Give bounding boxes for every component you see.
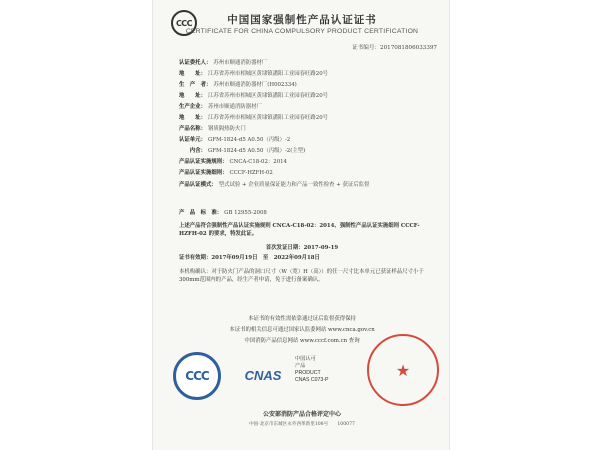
certificate [152,0,450,450]
cnas-line: 中国认可 [295,356,316,362]
field-label: 产品名称： [179,126,206,132]
field-label: 生产企业： [179,104,206,110]
certification-statement: 上述产品符合强制性产品认证实施规则 CNCA-C18-02：2014、强制性产品认证实施细则 CCCF-HZFH-02 的要求，特发此证。 [179,223,420,237]
cert-no-value: 2017081806033397 [380,45,437,51]
first-issue-date: 首次发证日期：2017-09-19 [265,245,339,251]
seal-star-icon: ★ [395,360,411,380]
field-value: 钢质隔热防火门 [207,126,246,132]
field-label: 认证单元： [179,137,206,143]
ccc-mark-icon: CCC [171,10,197,36]
field-row [179,126,246,133]
certificate-title-english: CERTIFICATE FOR CHINA COMPULSORY PRODUCT CERTIFICATION [185,28,419,35]
footer-line: 中国消防产品信息网站 www.cccf.com.cn 查询 [244,338,360,344]
field-label: 产 品 标 准： [179,210,223,216]
official-seal-icon [367,334,439,406]
field-row [179,104,262,111]
ccc-logo-icon: CCC [173,352,221,400]
issuer-address: 中国·北京市东城区永外西革新里108号 100077 [249,422,355,427]
certificate-number [352,43,437,51]
field-value: 苏州市顺通消防器材厂 [213,60,268,66]
field-label: 内含： [179,148,206,154]
field-value: GFM-1824-d5 A0.50（丙级）-2(主型) [207,148,306,154]
field-row [179,137,290,144]
field-value: GFM-1824-d5 A0.50（丙级）-2 [207,137,291,143]
field-row [179,181,429,189]
cnas-line: CNAS C073-P [295,377,329,383]
cnas-line: PRODUCT [295,370,321,376]
field-label: 产品认证实施细则： [179,170,228,176]
field-row [179,93,328,100]
field-row [179,60,267,67]
field-value: 型式试验 + 企业质量保证能力和产品一致性检查 + 获证后监督 [218,182,370,188]
confirmation-note: 本机构确认：对于防火门产品的洞口尺寸（W（宽）H（高））的任一尺寸比本单元已获证样品尺寸小于300mm范围内的产品，经生产者申请，免于进行备案确认。 [179,269,424,283]
cert-no-label: 证书编号： [352,45,381,51]
field-label: 生 产 者： [179,82,212,88]
footer-line: 本证书的相关信息可通过国家认监委网站 www.cnca.gov.cn [229,327,375,333]
issuing-organization: 公安部消防产品合格评定中心 [262,411,341,418]
field-value: 江苏省苏州市相城区黄埭镇潘阳工业园春旺路20号 [207,93,329,99]
field-value: 江苏省苏州市相城区黄埭镇潘阳工业园春旺路20号 [207,71,329,77]
field-row [179,210,267,217]
cnas-line: 产品 [295,363,306,369]
cnas-accreditation-text [295,356,328,384]
field-value: GB 12955-2008 [224,210,267,216]
field-label: 认证委托人： [179,60,212,66]
cnas-logo-icon: CNAS [244,367,282,383]
field-label: 地 址： [179,71,206,77]
field-value: 江苏省苏州市相城区黄埭镇潘阳工业园春旺路20号 [207,115,329,121]
field-row [179,115,328,122]
certificate-title: 中国国家强制性产品认证证书 [227,14,377,26]
field-value: 苏州市顺通消防器材厂(H002334) [213,82,297,88]
field-label: 产品认证实施规则： [179,159,228,165]
field-row [179,82,297,89]
field-value: CCCF-HZFH-02 [229,170,273,176]
field-value: 苏州市顺通消防器材厂 [207,104,262,110]
field-value: CNCA-C18-02：2014 [229,159,287,165]
footer-line: 本证书的有效性需依靠通过证后监督获得保持 [248,316,356,322]
field-row [179,159,287,166]
field-label: 地 址： [179,115,206,121]
field-label: 产品认证模式： [179,182,217,188]
field-row [179,170,273,177]
field-row [179,148,305,155]
field-label: 地 址： [179,93,206,99]
validity-period: 证书有效期：2017年09月19日 至 2022年09月18日 [179,255,320,261]
field-row [179,71,328,78]
